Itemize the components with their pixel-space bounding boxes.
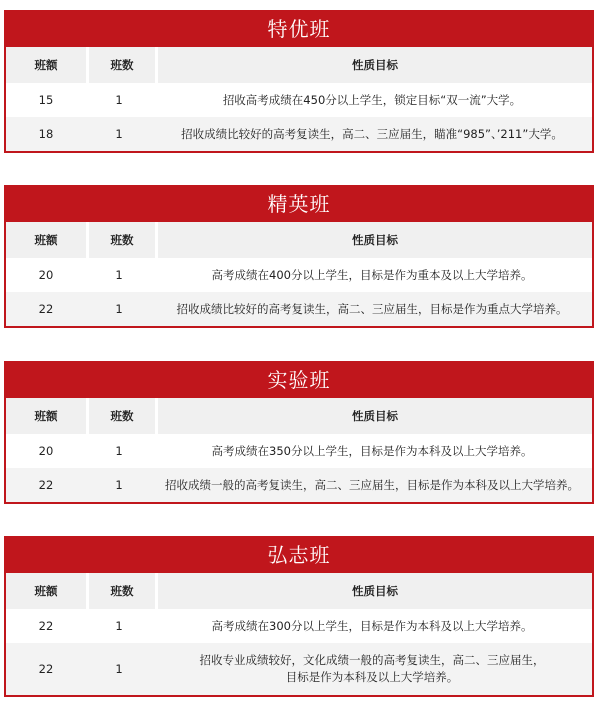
row-goal: [152, 652, 592, 686]
row-count: 1: [115, 268, 123, 282]
table-header: [6, 398, 592, 434]
class-card-shiyan: [4, 361, 594, 504]
table-header: [6, 47, 592, 83]
row-quota: 22: [38, 662, 54, 676]
header-goal: 性质目标: [158, 222, 592, 258]
row-goal-line: 目标是作为本科及以上大学培养。: [285, 670, 459, 684]
table-row: [6, 117, 592, 151]
header-count: 班数: [89, 573, 155, 609]
row-count: 1: [115, 478, 123, 492]
class-card-hongzhi: [4, 536, 594, 697]
row-goal: 高考成绩在300分以上学生，目标是作为本科及以上大学培养。: [211, 618, 533, 633]
table-row: [6, 609, 592, 643]
table-row: [6, 434, 592, 468]
row-goal: 高考成绩在400分以上学生，目标是作为重本及以上大学培养。: [211, 267, 533, 282]
row-quota: 22: [38, 302, 54, 316]
table-row: [6, 83, 592, 117]
table-row: [6, 643, 592, 695]
row-count: 1: [115, 619, 123, 633]
table-row: [6, 292, 592, 326]
row-goal: 招收成绩比较好的高考复读生，高二、三应届生，目标是作为重点大学培养。: [176, 301, 568, 316]
table-header: [6, 222, 592, 258]
header-quota: 班额: [6, 222, 86, 258]
row-quota: 20: [38, 444, 54, 458]
header-count: 班数: [89, 398, 155, 434]
table-header: [6, 573, 592, 609]
row-goal: 招收成绩比较好的高考复读生，高二、三应届生，瞄准“985”、’211”大学。: [181, 126, 563, 141]
table-row: [6, 258, 592, 292]
row-goal-line: 招收专业成绩较好，文化成绩一般的高考复读生，高二、三应届生，: [199, 653, 545, 667]
row-count: 1: [115, 444, 123, 458]
row-quota: 22: [38, 619, 54, 633]
row-count: 1: [115, 302, 123, 316]
header-count: 班数: [89, 47, 155, 83]
row-quota: 22: [38, 478, 54, 492]
class-title: 特优班: [6, 12, 592, 47]
class-card-teyou: [4, 10, 594, 153]
header-count: 班数: [89, 222, 155, 258]
row-goal: 高考成绩在350分以上学生，目标是作为本科及以上大学培养。: [211, 443, 533, 458]
row-goal: 招收成绩一般的高考复读生，高二、三应届生，目标是作为本科及以上大学培养。: [165, 477, 579, 492]
header-goal: 性质目标: [158, 47, 592, 83]
table-row: [6, 468, 592, 502]
row-goal: 招收高考成绩在450分以上学生，锁定目标“双一流”大学。: [222, 92, 522, 107]
header-goal: 性质目标: [158, 573, 592, 609]
class-title: 精英班: [6, 187, 592, 222]
row-quota: 18: [38, 127, 54, 141]
row-quota: 15: [38, 93, 54, 107]
class-card-jingying: [4, 185, 594, 328]
header-quota: 班额: [6, 47, 86, 83]
class-title: 弘志班: [6, 538, 592, 573]
row-count: 1: [115, 662, 123, 676]
row-quota: 20: [38, 268, 54, 282]
row-count: 1: [115, 93, 123, 107]
row-count: 1: [115, 127, 123, 141]
header-quota: 班额: [6, 573, 86, 609]
class-title: 实验班: [6, 363, 592, 398]
header-goal: 性质目标: [158, 398, 592, 434]
header-quota: 班额: [6, 398, 86, 434]
